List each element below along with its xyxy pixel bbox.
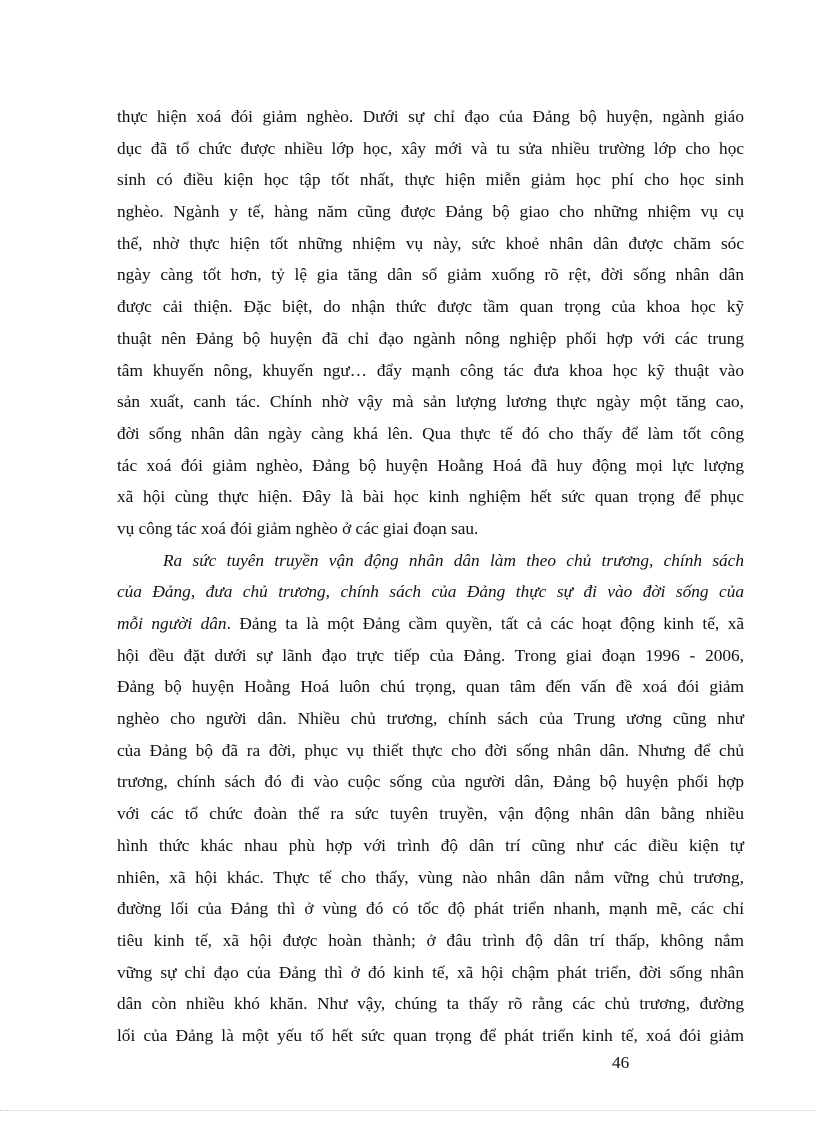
text-line: hội đều đặt dưới sự lãnh đạo trực tiếp của Đảng. Trong giai đoạn 1996 - 2006, (117, 645, 744, 665)
text-line: thực hiện xoá đói giảm nghèo. Dưới sự chỉ đạo của Đảng bộ huyện, ngành giáo (117, 107, 744, 126)
paragraph-1 (117, 101, 744, 545)
text-line: tâm khuyến nông, khuyến ngư… đẩy mạnh công tác đưa khoa học kỹ thuật vào (117, 360, 744, 380)
text-line: được cải thiện. Đặc biệt, do nhận thức được tầm quan trọng của khoa học kỹ (117, 297, 744, 317)
text-line: của Đảng, đưa chủ trương, chính sách của Đảng thực sự đi vào đời sống của (117, 582, 744, 602)
text-line: dục đã tổ chức được nhiều lớp học, xây mới và tu sửa nhiều trường lớp cho học (117, 138, 744, 158)
text-line: Đảng bộ huyện Hoằng Hoá luôn chú trọng, quan tâm đến vấn đề xoá đói giảm (117, 677, 744, 697)
text-line: tác xoá đói giảm nghèo, Đảng bộ huyện Hoằng Hoá đã huy động mọi lực lượng (117, 455, 744, 475)
text-line: tiêu kinh tế, xã hội được hoàn thành; ở đâu trình độ dân trí thấp, không nắm (117, 930, 744, 950)
page-bottom-divider (0, 1110, 816, 1111)
text-line: dân còn nhiều khó khăn. Như vậy, chúng ta thấy rõ rằng các chủ trương, đường (117, 994, 744, 1014)
text-line: với các tổ chức đoàn thể ra sức tuyên truyền, vận động nhân dân bằng nhiều (117, 804, 744, 824)
text-line: nghèo. Ngành y tế, hàng năm cũng được Đảng bộ giao cho những nhiệm vụ cụ (117, 202, 744, 222)
text-line: sản xuất, canh tác. Chính nhờ vậy mà sản lượng lương thực ngày một tăng cao, (117, 392, 744, 412)
text-line: vụ công tác xoá đói giảm nghèo ở các giai đoạn sau. (117, 518, 479, 538)
text-line: vững sự chỉ đạo của Đảng thì ở đó kinh tế, xã hội chậm phát triển, đời sống nhân (117, 962, 744, 982)
text-line: Ra sức tuyên truyền vận động nhân dân làm theo chủ trương, chính sách (163, 550, 744, 570)
text-line: sinh có điều kiện học tập tốt nhất, thực hiện miễn giảm học phí cho học sinh (117, 170, 744, 190)
text-line: lối của Đảng là một yếu tố hết sức quan trọng để phát triển kinh tế, xoá đói giảm (117, 1025, 744, 1045)
text-line: đường lối của Đảng thì ở vùng đó có tốc độ phát triển nhanh, mạnh mẽ, các chỉ (117, 899, 744, 919)
body-text (117, 101, 744, 1052)
text-line: ngày càng tốt hơn, tỷ lệ gia tăng dân số giảm xuống rõ rệt, đời sống nhân dân (117, 265, 744, 285)
text-line: hình thức khác nhau phù hợp với trình độ dân trí cũng như các điều kiện tự (117, 835, 744, 855)
text-line: trương, chính sách đó đi vào cuộc sống của người dân, Đảng bộ huyện phối hợp (117, 772, 744, 792)
text-line: xã hội cùng thực hiện. Đây là bài học kinh nghiệm hết sức quan trọng để phục (117, 487, 744, 507)
text-line (117, 608, 744, 640)
text-line: đời sống nhân dân ngày càng khá lên. Qua thực tế đó cho thấy để làm tốt công (117, 423, 744, 443)
text-line: nhiên, xã hội khác. Thực tế cho thấy, vùng nào nhân dân nắm vững chủ trương, (117, 867, 744, 887)
paragraph-2 (117, 545, 744, 1052)
page-number: 46 (612, 1053, 630, 1072)
text-line: thuật nên Đảng bộ huyện đã chỉ đạo ngành nông nghiệp phối hợp với các trung (117, 328, 744, 348)
text-run: . Đảng ta là một Đảng cầm quyền, tất cả các hoạt động kinh tế, xã (226, 614, 745, 633)
text-line: của Đảng bộ đã ra đời, phục vụ thiết thực cho đời sống nhân dân. Nhưng để chủ (117, 740, 744, 760)
text-line: nghèo cho người dân. Nhiều chủ trương, chính sách của Trung ương cũng như (117, 709, 744, 729)
text-line: thể, nhờ thực hiện tốt những nhiệm vụ này, sức khoẻ nhân dân được chăm sóc (117, 233, 744, 253)
italic-phrase: mỗi người dân (117, 614, 227, 633)
